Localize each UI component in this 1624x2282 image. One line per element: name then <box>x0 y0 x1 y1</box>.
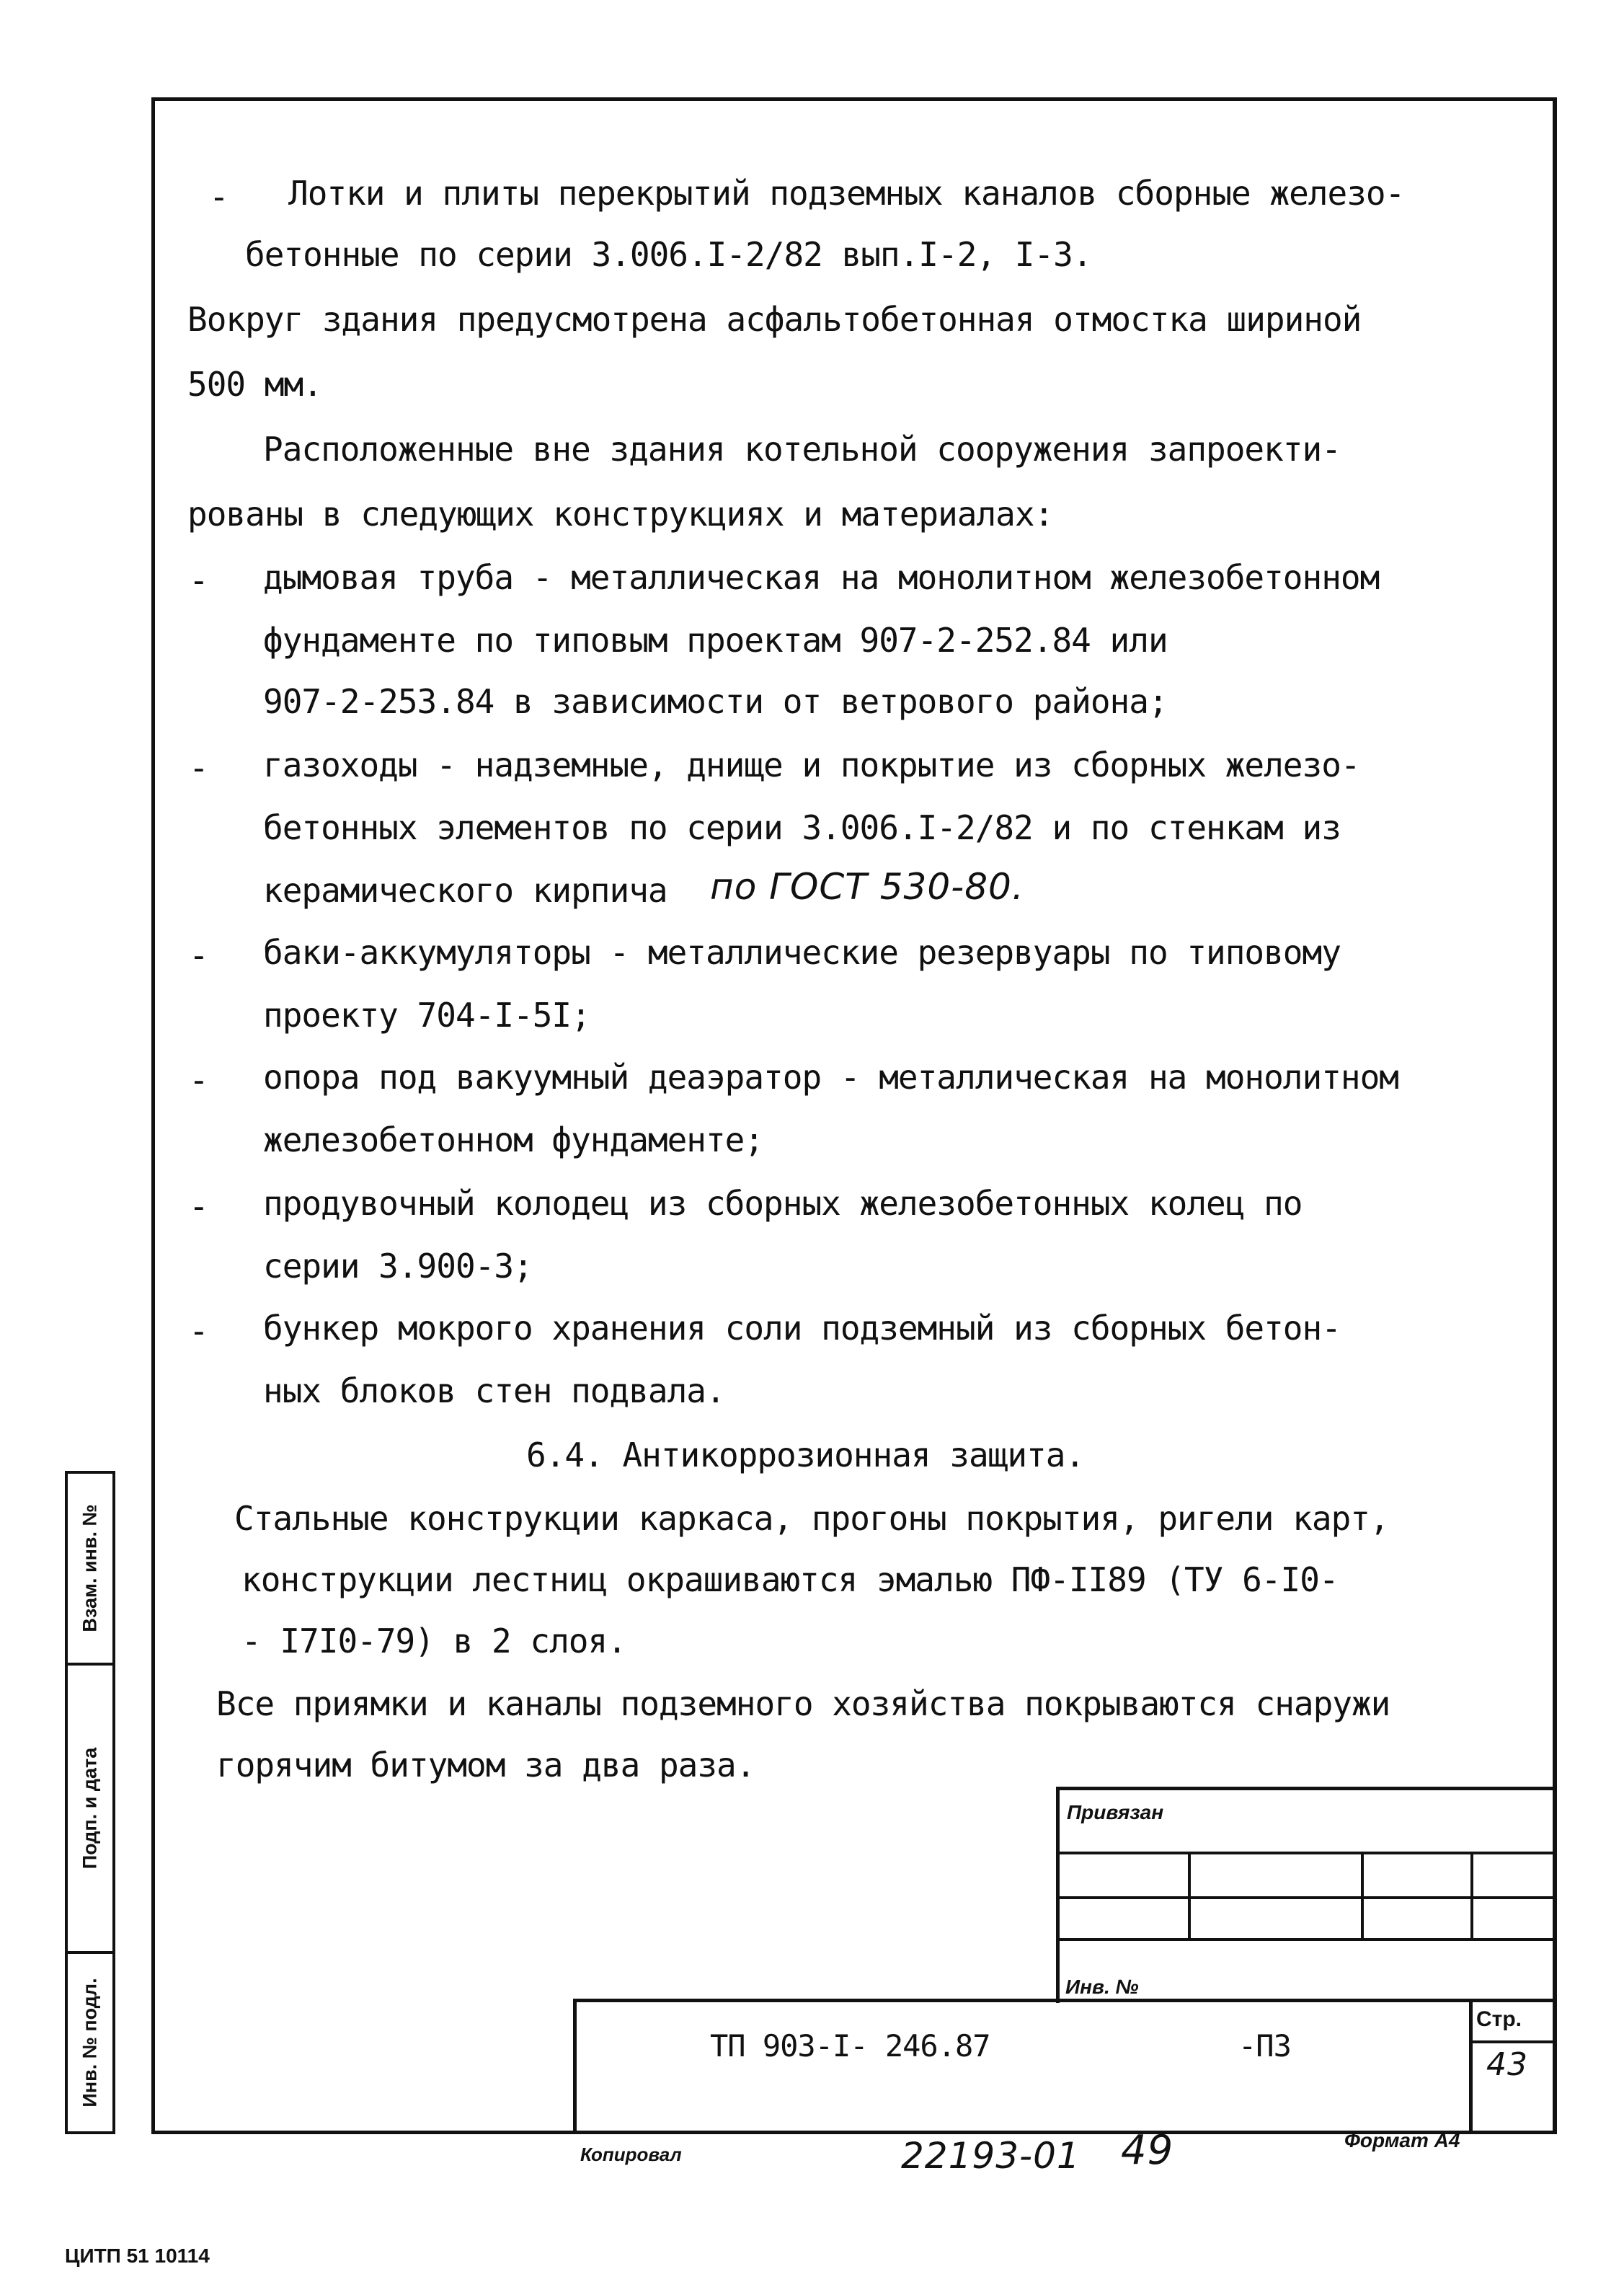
page-label: Стр. <box>1476 2007 1522 2031</box>
text-line: серии 3.900-3; <box>263 1247 533 1286</box>
side-stamp-inv <box>65 1951 115 2134</box>
doc-suffix: -ПЗ <box>1238 2028 1291 2064</box>
side-stamp-vzam <box>65 1471 115 1666</box>
text-line: Вокруг здания предусмотрена асфальтобетонная отмостка шириной <box>187 300 1362 339</box>
text-line: бетонных элементов по серии 3.006.I-2/82 и по стенкам из <box>263 808 1341 847</box>
text-line: бункер мокрого хранения соли подземный из сборных бетон- <box>263 1309 1341 1348</box>
page-number: 43 <box>1486 2046 1528 2083</box>
stamp-inv-label: Инв. № <box>1065 1976 1139 1998</box>
text-line: 500 мм. <box>187 365 322 404</box>
side-stamp-podp <box>65 1663 115 1954</box>
list-dash: - <box>189 1187 209 1226</box>
text-line: рованы в следующих конструкциях и материалах: <box>187 495 1054 534</box>
stamp-line <box>573 1999 577 2134</box>
text-line: газоходы - надземные, днище и покрытие из сборных железо- <box>263 746 1360 784</box>
text-line: проекту 704-I-5I; <box>263 996 590 1035</box>
text-line: железобетонном фундаменте; <box>263 1120 764 1159</box>
stamp-line <box>1361 1852 1364 1938</box>
text-line: Все приямки и каналы подземного хозяйства покрываются снаружи <box>216 1684 1390 1723</box>
doc-code: ТП 903-I- 246.87 <box>710 2028 990 2064</box>
stamp-privyazan-label: Привязан <box>1067 1801 1164 1823</box>
list-dash: - <box>189 936 209 975</box>
text-line: горячим битумом за два раза. <box>216 1746 755 1785</box>
text-line: фундаменте по типовым проектам 907-2-252.84 или <box>263 621 1168 660</box>
text-line: 907-2-253.84 в зависимости от ветрового района; <box>263 682 1168 721</box>
side-stamp-label: Инв. № подл. <box>79 1978 101 2108</box>
list-dash: - <box>189 748 209 787</box>
stamp-line <box>573 1999 1557 2002</box>
stamp-line <box>1056 1787 1060 2003</box>
text-line: Расположенные вне здания котельной сооружения запроекти- <box>263 430 1341 469</box>
handwritten-gost: по ГОСТ 530-80. <box>710 866 1024 908</box>
text-line: конструкции лестниц окрашиваются эмалью ПФ-II89 (ТУ 6-I0- <box>241 1560 1339 1599</box>
footer-format: Формат А4 <box>1344 2129 1460 2151</box>
stamp-line <box>1469 1999 1473 2134</box>
footer-org: ЦИТП 51 10114 <box>65 2245 210 2267</box>
text-line: Лотки и плиты перекрытий подземных каналов сборные железо- <box>288 174 1405 213</box>
stamp-line <box>1056 1787 1557 1790</box>
stamp-line <box>1056 1938 1557 1941</box>
page-frame <box>151 97 1557 2134</box>
stamp-line <box>1469 2040 1557 2043</box>
text-line: - I7I0-79) в 2 слоя. <box>241 1622 626 1660</box>
stamp-line <box>1188 1852 1191 1938</box>
stamp-line <box>1056 1896 1557 1899</box>
text-line: баки-аккумуляторы - металлические резервуары по типовому <box>263 933 1341 972</box>
text-line: продувочный колодец из сборных железобетонных колец по <box>263 1184 1303 1223</box>
footer-kopiroval: Копировал <box>580 2144 682 2165</box>
list-dash: - <box>189 561 209 600</box>
stamp-line <box>1470 1852 1473 1938</box>
text-line: дымовая труба - металлическая на монолитном железобетонном <box>263 558 1380 597</box>
side-stamp-label: Подп. и дата <box>79 1747 101 1870</box>
section-heading: 6.4. Антикоррозионная защита. <box>526 1436 1085 1474</box>
text-line: ных блоков стен подвала. <box>263 1371 725 1410</box>
side-stamp-label: Взам. инв. № <box>79 1504 101 1632</box>
stamp-line <box>1056 1852 1557 1854</box>
text-line: Стальные конструкции каркаса, прогоны покрытия, ригели карт, <box>234 1499 1389 1538</box>
footer-sheet: 49 <box>1121 2127 1174 2174</box>
list-dash: - <box>189 1061 209 1100</box>
text-line: керамического кирпича <box>263 871 667 910</box>
list-dash: - <box>189 1312 209 1350</box>
text-line: бетонные по серии 3.006.I-2/82 вып.I-2, I-3. <box>245 235 1092 274</box>
text-line: опора под вакуумный деаэратор - металлическая на монолитном <box>263 1058 1398 1097</box>
list-dash: - <box>209 177 229 216</box>
footer-number: 22193-01 <box>901 2135 1081 2177</box>
